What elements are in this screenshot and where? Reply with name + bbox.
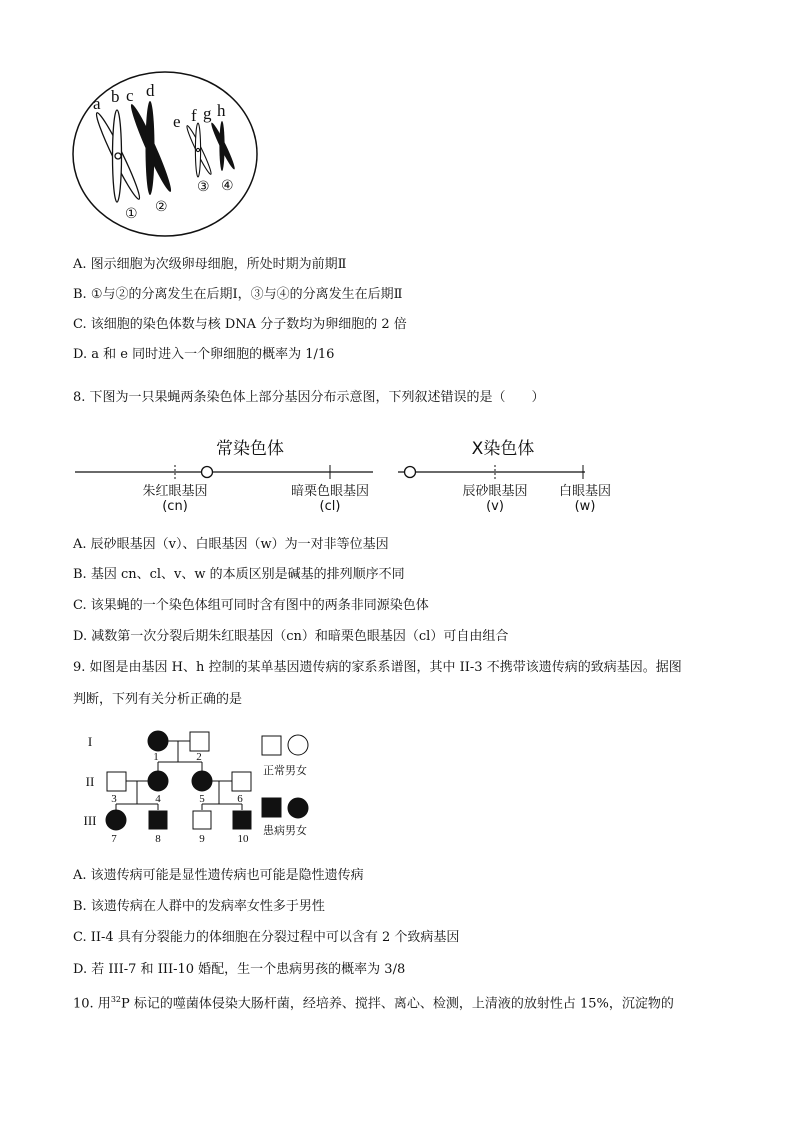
gene-name-w: 白眼基因 bbox=[558, 484, 612, 499]
chromosome-3 bbox=[185, 123, 214, 177]
q7-option-c: C. 该细胞的染色体数与核 DNA 分子数均为卵细胞的 2 倍 bbox=[73, 317, 407, 332]
gene-label-d: d bbox=[146, 81, 155, 100]
chromosome-4 bbox=[209, 121, 237, 171]
gene-name-v: 辰砂眼基因 bbox=[462, 484, 528, 499]
individual-II-4 bbox=[148, 771, 168, 791]
generation-II: II bbox=[85, 774, 95, 789]
individual-II-3 bbox=[107, 772, 126, 791]
legend-affected-label: 患病男女 bbox=[263, 825, 307, 837]
individual-III-9 bbox=[193, 811, 211, 829]
individual-III-10 bbox=[233, 811, 251, 829]
gene-label-g: g bbox=[203, 104, 212, 123]
q7-option-b: B. ①与②的分离发生在后期Ⅰ，③与④的分离发生在后期Ⅱ bbox=[73, 287, 403, 302]
q9-stem-line2: 判断，下列有关分析正确的是 bbox=[73, 692, 243, 707]
individual-I-1 bbox=[148, 731, 168, 751]
q9-option-c: C. II-4 具有分裂能力的体细胞在分裂过程中可以含有 2 个致病基因 bbox=[73, 930, 460, 945]
gene-label-e: e bbox=[173, 112, 181, 131]
label-8: 8 bbox=[155, 833, 161, 845]
centromere bbox=[202, 467, 213, 478]
q9-stem-line1: 9. 如图是由基因 H、h 控制的某单基因遗传病的家系系谱图，其中 II-3 不携带该遗传病的致病基因。据图 bbox=[73, 660, 682, 675]
q8-stem: 8. 下图为一只果蝇两条染色体上部分基因分布示意图，下列叙述错误的是（ ） bbox=[73, 390, 545, 405]
gene-symbol-v: (v) bbox=[486, 499, 504, 514]
legend-normal-label: 正常男女 bbox=[263, 765, 307, 777]
gene-label-h: h bbox=[217, 101, 226, 120]
q8-option-d: D. 减数第一次分裂后期朱红眼基因（cn）和暗栗色眼基因（cl）可自由组合 bbox=[73, 629, 509, 644]
chromosome-number-2: ② bbox=[155, 199, 168, 215]
label-10: 10 bbox=[237, 833, 249, 845]
legend-affected-male bbox=[262, 798, 281, 817]
individual-II-5 bbox=[192, 771, 212, 791]
q7-option-a: A. 图示细胞为次级卵母细胞，所处时期为前期Ⅱ bbox=[73, 257, 347, 272]
chromosome-number-4: ④ bbox=[221, 178, 234, 194]
cell-diagram bbox=[73, 72, 257, 236]
q9-option-b: B. 该遗传病在人群中的发病率女性多于男性 bbox=[73, 899, 325, 914]
gene-symbol-cl: (cl) bbox=[319, 499, 341, 514]
gene-map-diagram bbox=[75, 439, 611, 514]
generation-I: I bbox=[87, 734, 93, 749]
autosome-title: 常染色体 bbox=[216, 439, 284, 459]
q9-option-d: D. 若 III-7 和 III-10 婚配，生一个患病男孩的概率为 3/8 bbox=[73, 962, 406, 977]
q10-rest: P 标记的噬菌体侵染大肠杆菌，经培养、搅拌、离心、检测，上清液的放射性占 15%，沉淀物的 bbox=[121, 996, 674, 1012]
legend-affected-female bbox=[288, 798, 308, 818]
gene-symbol-cn: (cn) bbox=[162, 499, 188, 514]
gene-label-c: c bbox=[126, 86, 134, 105]
gene-label-f: f bbox=[191, 106, 197, 125]
gene-label-a: a bbox=[93, 94, 101, 113]
legend-normal-female bbox=[288, 735, 308, 755]
individual-II-6 bbox=[232, 772, 251, 791]
label-6: 6 bbox=[237, 793, 243, 805]
q9-option-a: A. 该遗传病可能是显性遗传病也可能是隐性遗传病 bbox=[73, 868, 364, 883]
generation-III: III bbox=[83, 813, 97, 828]
gene-label-b: b bbox=[111, 87, 120, 106]
label-1: 1 bbox=[153, 751, 159, 763]
q10-stem bbox=[73, 992, 674, 1012]
individual-III-8 bbox=[149, 811, 167, 829]
label-9: 9 bbox=[199, 833, 205, 845]
pedigree-chart bbox=[84, 731, 309, 845]
chromosome-number-1: ① bbox=[125, 206, 138, 222]
gene-symbol-w: (w) bbox=[574, 499, 596, 514]
gene-name-cn: 朱红眼基因 bbox=[142, 484, 208, 499]
q10-isotope-mass: 32 bbox=[110, 995, 121, 1004]
individual-I-2 bbox=[190, 732, 209, 751]
label-3: 3 bbox=[111, 793, 117, 805]
q8-option-c: C. 该果蝇的一个染色体组可同时含有图中的两条非同源染色体 bbox=[73, 598, 429, 613]
x-chromosome-title: X染色体 bbox=[471, 439, 535, 459]
label-5: 5 bbox=[199, 793, 205, 805]
individual-III-7 bbox=[106, 810, 126, 830]
label-2: 2 bbox=[196, 751, 202, 763]
chromosome-number-3: ③ bbox=[197, 179, 210, 195]
q10-prefix: 10. 用 bbox=[73, 996, 111, 1012]
x-centromere bbox=[405, 467, 416, 478]
gene-name-cl: 暗栗色眼基因 bbox=[290, 484, 370, 499]
q7-option-d: D. a 和 e 同时进入一个卵细胞的概率为 1/16 bbox=[73, 347, 335, 362]
legend-normal-male bbox=[262, 736, 281, 755]
label-7: 7 bbox=[111, 833, 117, 845]
q8-option-b: B. 基因 cn、cl、v、w 的本质区别是碱基的排列顺序不同 bbox=[73, 567, 405, 582]
label-4: 4 bbox=[155, 793, 161, 805]
q8-option-a: A. 辰砂眼基因（v）、白眼基因（w）为一对非等位基因 bbox=[73, 537, 389, 552]
